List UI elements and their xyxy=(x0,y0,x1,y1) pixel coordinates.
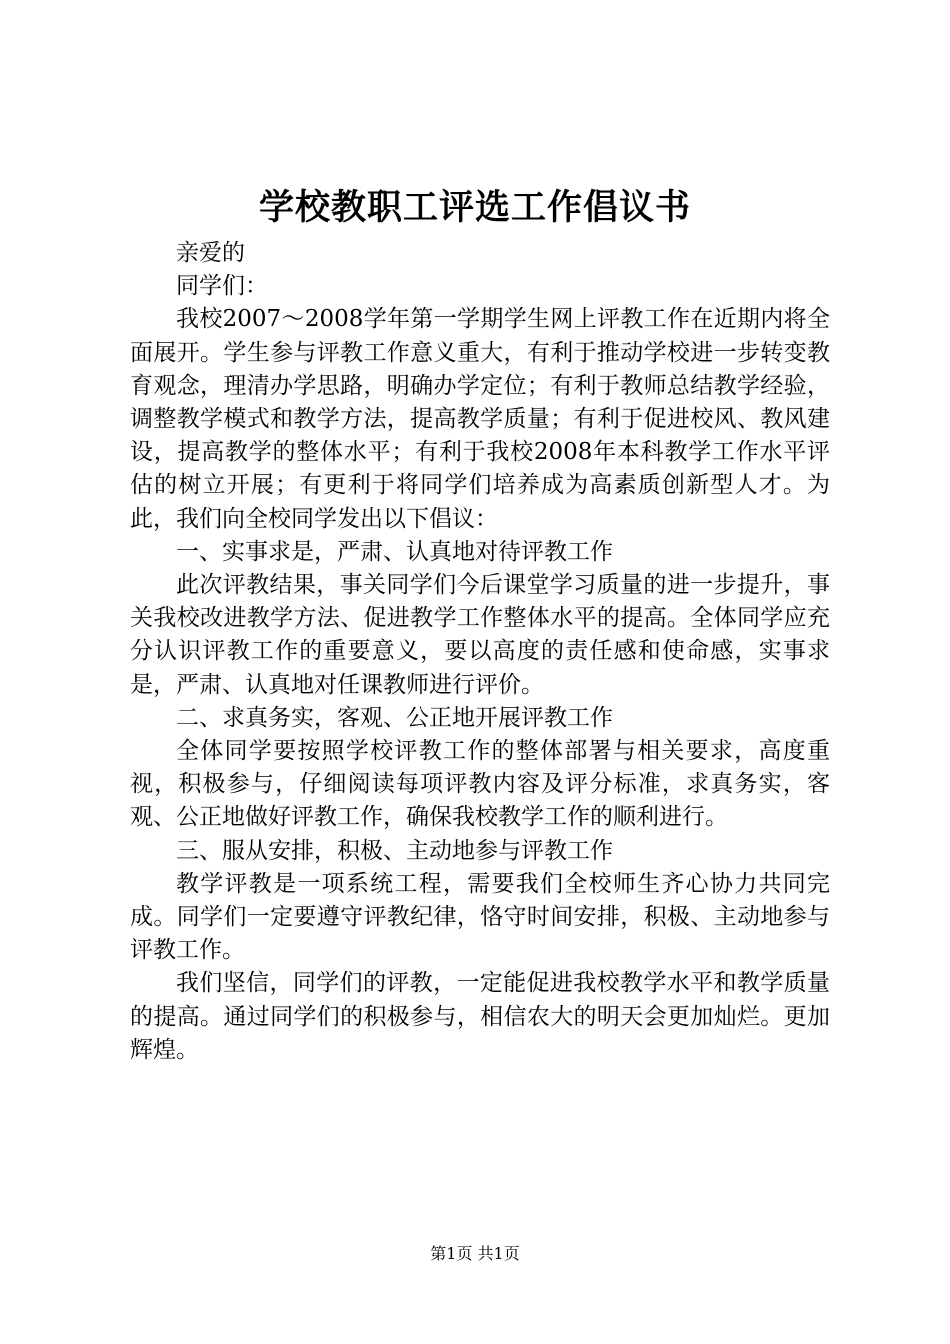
document-body xyxy=(130,237,830,1067)
salutation-line-1: 亲爱的 xyxy=(176,240,245,266)
section-heading-1: 一、实事求是，严肃、认真地对待评教工作 xyxy=(176,538,613,565)
document-title: 学校教职工评选工作倡议书 xyxy=(258,187,691,228)
section-paragraph-2: 全体同学要按照学校评教工作的整体部署与相关要求，高度重视，积极参与，仔细阅读每项评教内容及评分标准，求真务实，客观、公正地做好评教工作，确保我校教学工作的顺利进行。 xyxy=(130,738,830,831)
section-paragraph-1: 此次评教结果，事关同学们今后课堂学习质量的进一步提升，事关我校改进教学方法、促进教学工作整体水平的提高。全体同学应充分认识评教工作的重要意义，要以高度的责任感和使命感，实事求是，严肃、认真地对任课教师进行评价。 xyxy=(130,572,830,698)
section-heading-3: 三、服从安排，积极、主动地参与评教工作 xyxy=(176,837,613,864)
salutation-line-2: 同学们： xyxy=(176,273,268,300)
section-heading-2: 二、求真务实，客观、公正地开展评教工作 xyxy=(176,704,613,731)
closing-paragraph: 我们坚信，同学们的评教，一定能促进我校教学水平和教学质量的提高。通过同学们的积极参与，相信农大的明天会更加灿烂。更加辉煌。 xyxy=(130,970,830,1063)
section-paragraph-3: 教学评教是一项系统工程，需要我们全校师生齐心协力共同完成。同学们一定要遵守评教纪律，恪守时间安排，积极、主动地参与评教工作。 xyxy=(130,870,830,964)
page-footer: 第1页 共1页 xyxy=(430,1244,520,1263)
intro-paragraph: 我校2007～2008学年第一学期学生网上评教工作在近期内将全面展开。学生参与评教工作意义重大，有利于推动学校进一步转变教育观念，理清办学思路，明确办学定位；有利于教师总结教学经验，调整教学模式和教学方法，提高教学质量；有利于促进校风、教风建设，提高教学的整体水平；有利于我校2008年本科教学工作水平评估的树立开展；有更利于将同学们培养成为高素质创新型人才。为此，我们向全校同学发出以下倡议： xyxy=(130,306,830,532)
